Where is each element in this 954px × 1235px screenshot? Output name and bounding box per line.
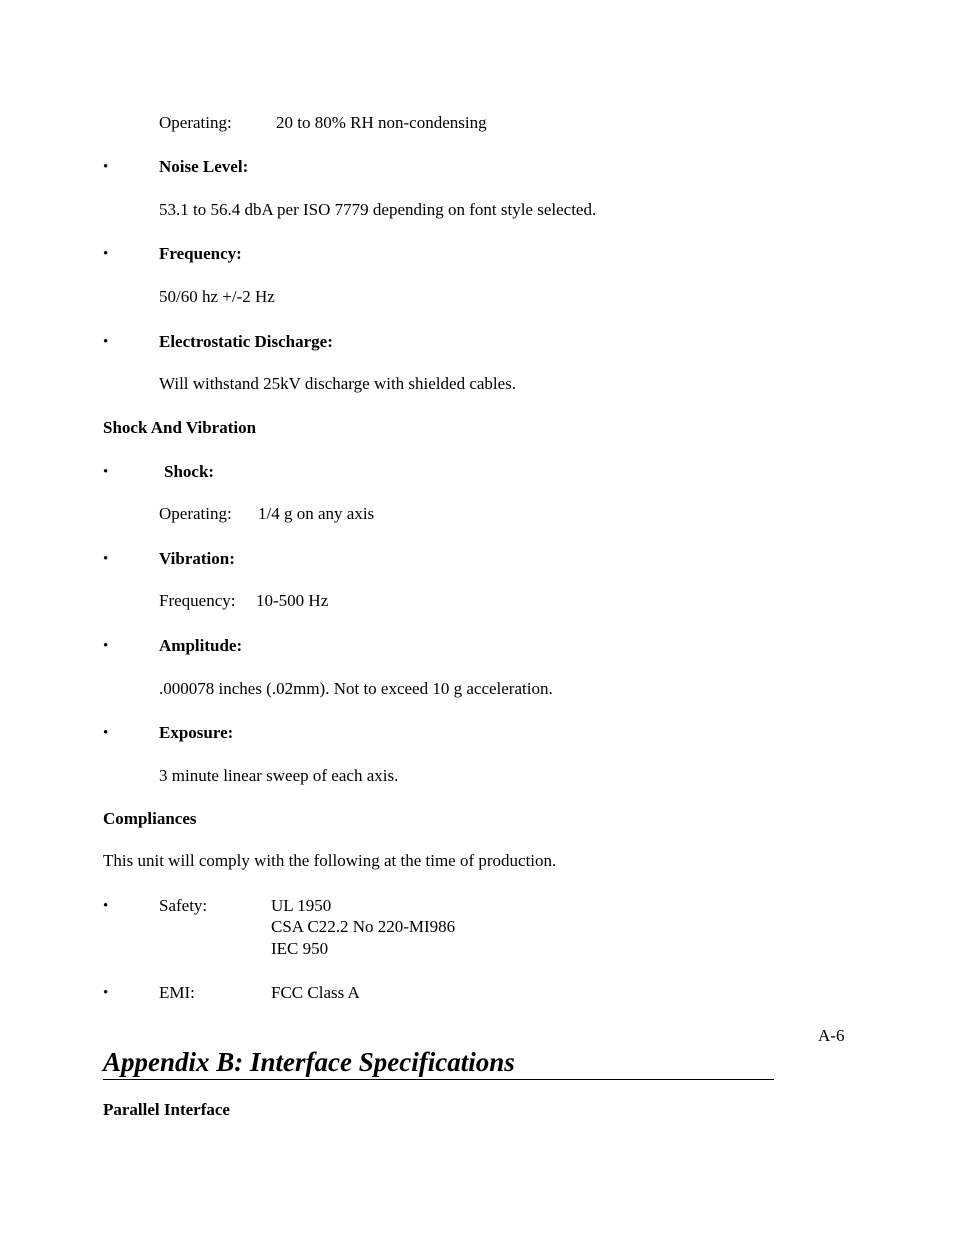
appendix-title: Appendix B: Interface Specifications [103, 1047, 515, 1077]
exposure-text: 3 minute linear sweep of each axis. [159, 766, 399, 785]
bullet-icon: • [103, 159, 109, 175]
bullet-icon: • [103, 551, 109, 567]
bullet-icon: • [103, 985, 109, 1001]
bullet-icon: • [103, 464, 109, 480]
safety-label: Safety: [159, 896, 208, 915]
vibration-frequency-value: 10-500 Hz [256, 591, 329, 610]
humidity-operating-label: Operating: [159, 113, 232, 132]
shock-operating-value: 1/4 g on any axis [258, 504, 375, 523]
bullet-icon: • [103, 246, 109, 262]
emi-label: EMI: [159, 983, 195, 1002]
page-number: A-6 [818, 1026, 845, 1045]
emi-value: FCC Class A [271, 983, 360, 1002]
bullet-icon: • [103, 898, 109, 914]
noise-level-text: 53.1 to 56.4 dbA per ISO 7779 depending on font style selected. [159, 200, 597, 219]
humidity-operating-value: 20 to 80% RH non-condensing [276, 113, 487, 132]
vibration-heading: Vibration: [159, 549, 235, 568]
parallel-interface-heading: Parallel Interface [103, 1100, 230, 1119]
vibration-frequency-label: Frequency: [159, 591, 236, 610]
frequency-heading: Frequency: [159, 244, 242, 263]
safety-value-3: IEC 950 [271, 939, 329, 958]
title-underline [103, 1079, 774, 1080]
frequency-text: 50/60 hz +/-2 Hz [159, 287, 275, 306]
bullet-icon: • [103, 725, 109, 741]
esd-heading: Electrostatic Discharge: [159, 332, 333, 351]
compliances-heading: Compliances [103, 809, 197, 828]
bullet-icon: • [103, 334, 109, 350]
safety-value-2: CSA C22.2 No 220-MI986 [271, 917, 456, 936]
shock-vibration-heading: Shock And Vibration [103, 418, 257, 437]
exposure-heading: Exposure: [159, 723, 234, 742]
noise-level-heading: Noise Level: [159, 157, 249, 176]
safety-value-1: UL 1950 [271, 896, 332, 915]
bullet-icon: • [103, 638, 109, 654]
shock-operating-label: Operating: [159, 504, 232, 523]
amplitude-text: .000078 inches (.02mm). Not to exceed 10 g acceleration. [159, 679, 553, 698]
esd-text: Will withstand 25kV discharge with shielded cables. [159, 374, 517, 393]
shock-heading: Shock: [164, 462, 215, 481]
amplitude-heading: Amplitude: [159, 636, 243, 655]
compliances-intro: This unit will comply with the following at the time of production. [103, 851, 557, 870]
